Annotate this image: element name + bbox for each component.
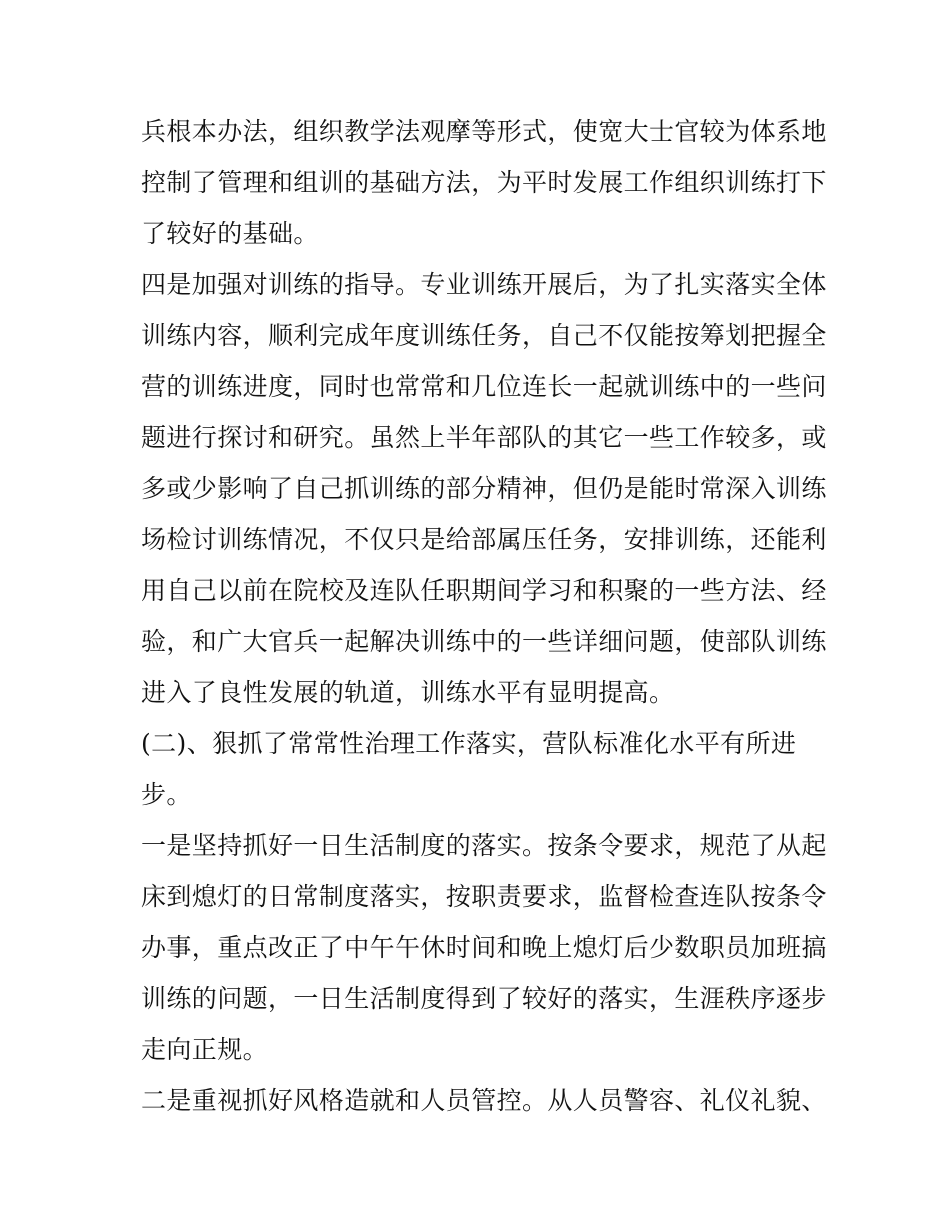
- text-line: 场检讨训练情况，不仅只是给部属压任务，安排训练，还能利: [141, 525, 827, 554]
- text-line: 床到熄灯的日常制度落实，按职责要求，监督检查连队按条令: [141, 882, 827, 911]
- text-line: 了较好的基础。: [141, 219, 319, 248]
- section-heading-line: (二)、狠抓了常常性治理工作落实，营队标准化水平有所进: [141, 729, 797, 758]
- text-line: 验，和广大官兵一起解决训练中的一些详细问题，使部队训练: [141, 627, 827, 656]
- text-line: 二是重视抓好风格造就和人员管控。从人员警容、礼仪礼貌、: [141, 1086, 827, 1115]
- text-line: 控制了管理和组训的基础方法，为平时发展工作组织训练打下: [141, 168, 827, 197]
- section-heading-line: 步。: [141, 780, 192, 809]
- text-line: 题进行探讨和研究。虽然上半年部队的其它一些工作较多，或: [141, 423, 827, 452]
- text-line: 办事，重点改正了中午午休时间和晚上熄灯后少数职员加班搞: [141, 933, 827, 962]
- text-line: 进入了良性发展的轨道，训练水平有显明提高。: [141, 678, 675, 707]
- text-line: 用自己以前在院校及连队任职期间学习和积聚的一些方法、经: [141, 576, 827, 605]
- text-line: 兵根本办法，组织教学法观摩等形式，使宽大士官较为体系地: [141, 117, 827, 146]
- text-line: 多或少影响了自己抓训练的部分精神，但仍是能时常深入训练: [141, 474, 827, 503]
- text-line: 训练内容，顺利完成年度训练任务，自己不仅能按筹划把握全: [141, 321, 827, 350]
- text-line: 训练的问题，一日生活制度得到了较好的落实，生涯秩序逐步: [141, 984, 827, 1013]
- document-body: [141, 106, 827, 1126]
- text-line: 营的训练进度，同时也常常和几位连长一起就训练中的一些问: [141, 372, 827, 401]
- text-line: 一是坚持抓好一日生活制度的落实。按条令要求，规范了从起: [141, 831, 827, 860]
- text-line: 走向正规。: [141, 1035, 269, 1064]
- text-line: 四是加强对训练的指导。专业训练开展后，为了扎实落实全体: [141, 270, 827, 299]
